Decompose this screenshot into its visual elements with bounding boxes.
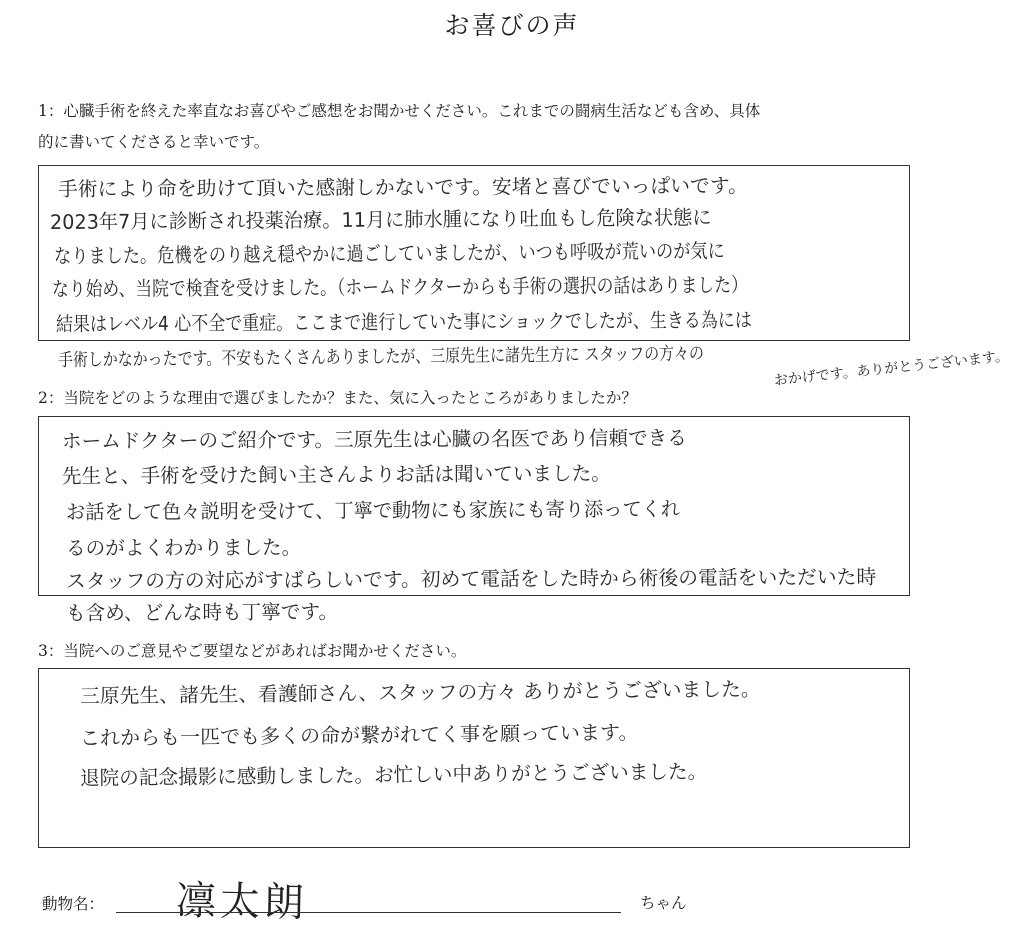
answer-3-line-2: これからも一匹でも多くの命が繋がれてく事を願っています。 xyxy=(79,720,639,750)
answer-1-line-6: 手術しかなかったです。不安もたくさんありましたが、三原先生に諸先生方に スタッフの方々の xyxy=(57,343,705,371)
answer-1-line-5: 結果はレベル4 心不全で重症。ここまで進行していた事にショックでしたが、生きる為には xyxy=(55,307,752,336)
pet-name-label: 動物名： xyxy=(42,895,105,913)
answer-2-line-2: 先生と、手術を受けた飼い主さんよりお話は聞いていました。 xyxy=(61,461,611,488)
pet-name-value: 凛太朗 xyxy=(175,877,309,927)
question-1-line-2: 的に書いてくださると幸いです。 xyxy=(38,133,270,151)
answer-1-line-2: 2023年7月に診断され投薬治療。11月に肺水腫になり吐血もし危険な状態に xyxy=(49,205,712,234)
page-title: お喜びの声 xyxy=(444,11,580,40)
pet-name-suffix: ちゃん xyxy=(640,894,687,912)
answer-1-line-3: なりました。危機をのり越え穏やかに過ごしていましたが、いつも呼吸が荒いのが気に xyxy=(53,238,725,268)
answer-2-line-1: ホームドクターのご紹介です。三原先生は心臓の名医であり信頼できる xyxy=(61,425,687,453)
answer-2-line-4: るのがよくわかりました。 xyxy=(65,535,302,560)
answer-1-line-7: おかげです。ありがとうございます。 xyxy=(773,348,1010,389)
answer-2-line-5: スタッフの方の対応がすばらしいです。初めて電話をした時から術後の電話をいただいた時 xyxy=(65,564,877,593)
question-1 xyxy=(38,96,760,158)
answer-2-line-6: も含め、どんな時も丁寧です。 xyxy=(65,599,339,625)
answer-1-line-4: なり始め、当院で検査を受けました。（ホームドクターからも手術の選択の話はありました） xyxy=(51,272,748,301)
pet-name-underline xyxy=(116,912,621,913)
question-2: 2：当院をどのような理由で選びましたか？また、気に入ったところがありましたか？ xyxy=(38,389,637,407)
question-3: 3：当院へのご意見やご要望などがあればお聞かせください。 xyxy=(38,642,467,660)
answer-3-line-1: 三原先生、諸先生、看護師さん、スタッフの方々 ありがとうございました。 xyxy=(79,676,761,708)
answer-1-line-1: 手術により命を助けて頂いた感謝しかないです。安堵と喜びでいっぱいです。 xyxy=(57,173,748,201)
answer-3-line-3: 退院の記念撮影に感動しました。お忙しい中ありがとうございました。 xyxy=(79,759,708,790)
question-1-line-1: 1：心臓手術を終えた率直なお喜びやご感想をお聞かせください。これまでの闘病生活なども含め、具体 xyxy=(38,102,761,120)
answer-2-line-3: お話をして色々説明を受けて、丁寧で動物にも家族にも寄り添ってくれ xyxy=(65,496,681,524)
